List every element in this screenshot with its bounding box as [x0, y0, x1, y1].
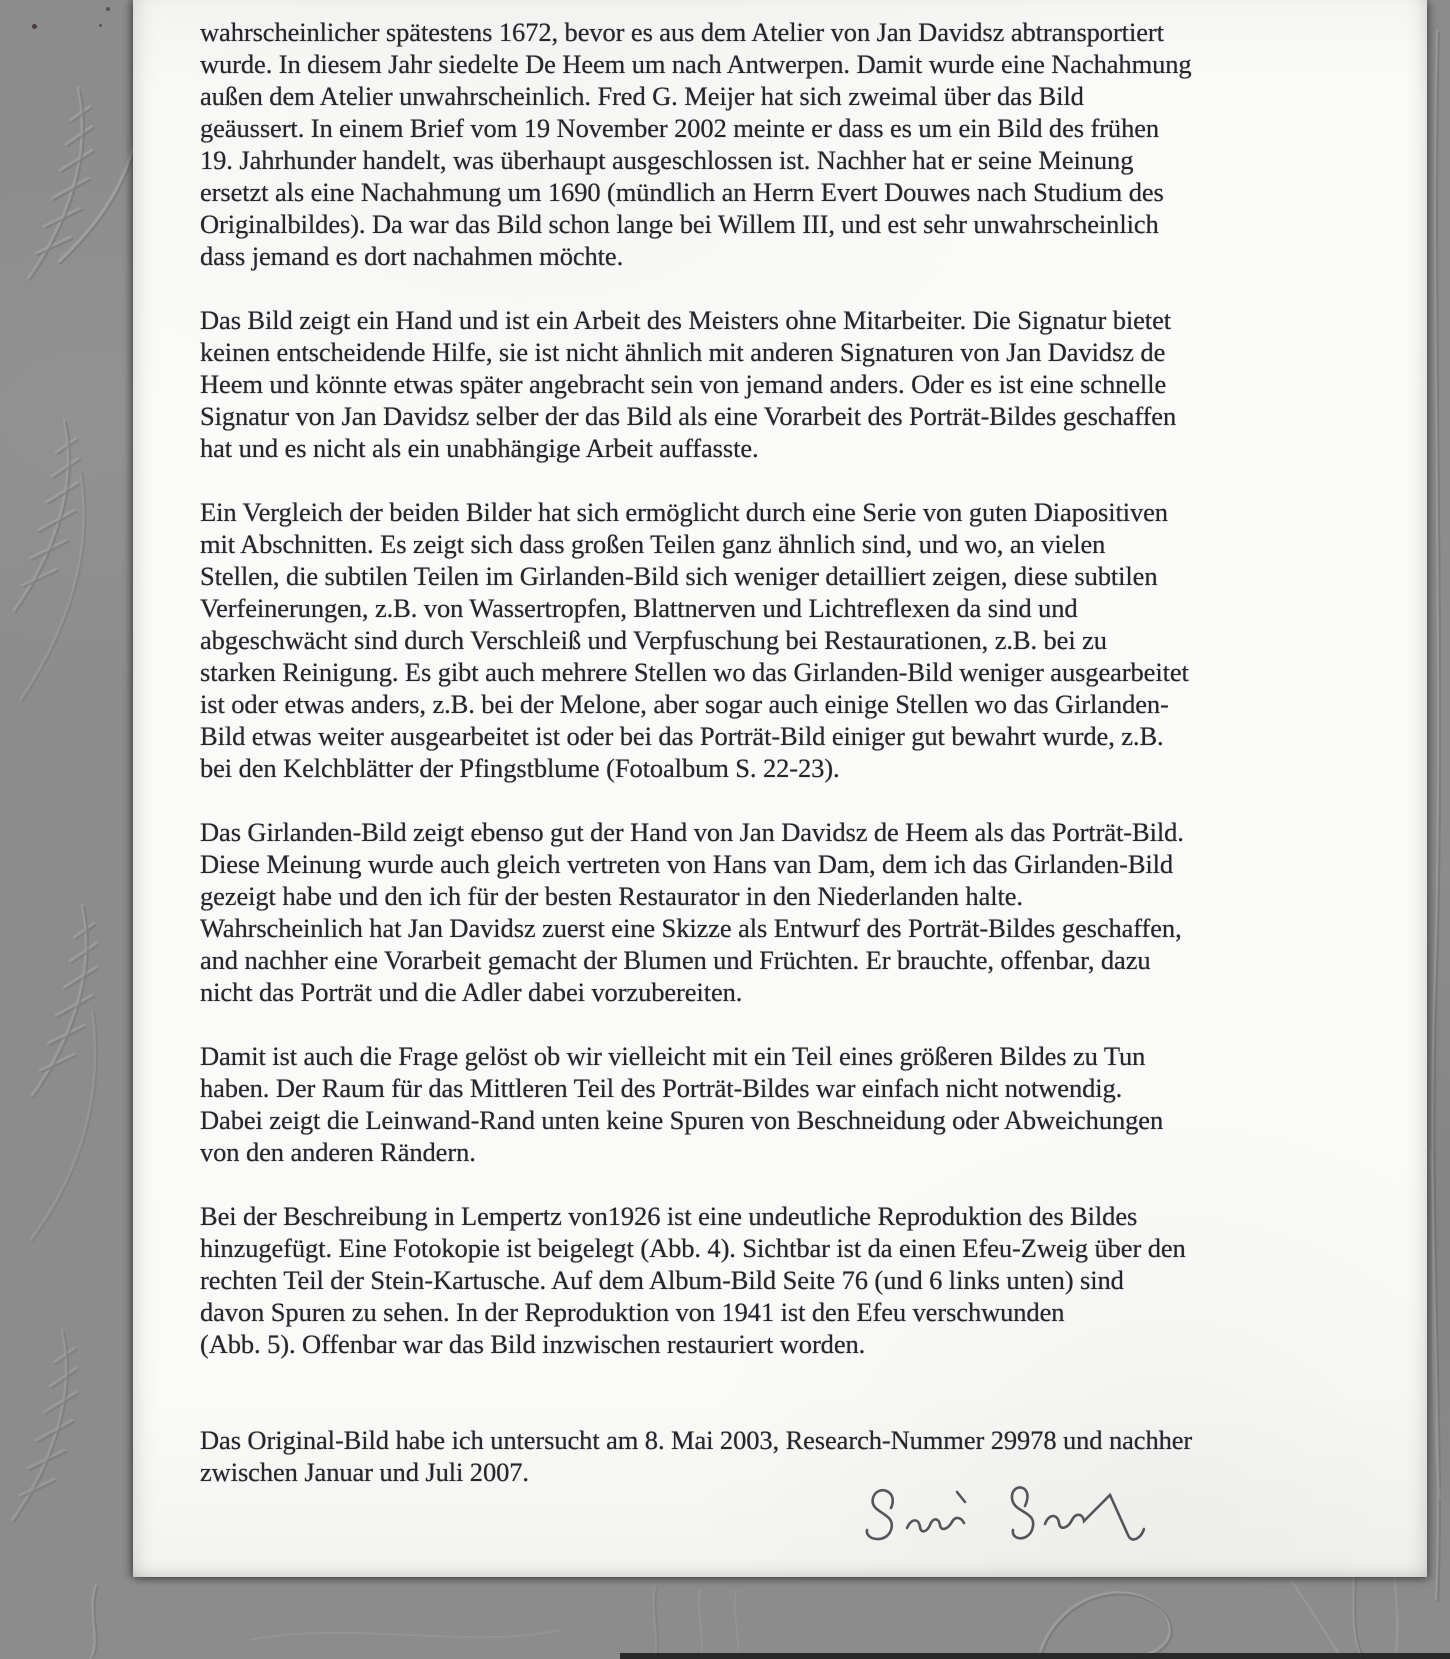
- paragraph: [200, 816, 1266, 1008]
- text-line: haben. Der Raum für das Mittleren Teil des Porträt-Bildes war einfach nicht notwendig.: [200, 1073, 1123, 1103]
- text-line: zwischen Januar und Juli 2007.: [200, 1457, 529, 1487]
- text-line: Signatur von Jan Davidsz selber der das Bild als eine Vorarbeit des Porträt-Bildes geschaffen: [200, 401, 1177, 431]
- text-line: Verfeinerungen, z.B. von Wassertropfen, Blattnerven und Lichtreflexen da sind und: [200, 593, 1078, 623]
- handwritten-signature-sam-segal: [845, 1472, 1145, 1562]
- text-line: (Abb. 5). Offenbar war das Bild inzwischen restauriert worden.: [200, 1329, 866, 1359]
- scan-speck: [99, 24, 102, 27]
- text-line: davon Spuren zu sehen. In der Reproduktion von 1941 ist den Efeu verschwunden: [200, 1297, 1065, 1327]
- text-line: rechten Teil der Stein-Kartusche. Auf dem Album-Bild Seite 76 (und 6 links unten) sind: [200, 1265, 1124, 1295]
- text-line: Ein Vergleich der beiden Bilder hat sich ermöglicht durch eine Serie von guten Diapositiven: [200, 497, 1168, 527]
- text-line: wurde. In diesem Jahr siedelte De Heem um nach Antwerpen. Damit wurde eine Nachahmung: [200, 49, 1192, 79]
- paragraph: [200, 496, 1266, 784]
- paragraph: [200, 304, 1266, 464]
- text-line: geäussert. In einem Brief vom 19 November 2002 meinte er dass es um ein Bild des frühen: [200, 113, 1160, 143]
- document-body: [200, 16, 1266, 1520]
- paragraph: [200, 1200, 1266, 1360]
- text-line: Heem und könnte etwas später angebracht sein von jemand anders. Oder es ist eine schnelle: [200, 369, 1167, 399]
- text-line: außen dem Atelier unwahrscheinlich. Fred G. Meijer hat sich zweimal über das Bild: [200, 81, 1084, 111]
- text-line: keinen entscheidende Hilfe, sie ist nicht ähnlich mit anderen Signaturen von Jan Davidsz de: [200, 337, 1166, 367]
- text-line: Das Girlanden-Bild zeigt ebenso gut der Hand von Jan Davidsz de Heem als das Porträt-Bild.: [200, 817, 1184, 847]
- text-line: hinzugefügt. Eine Fotokopie ist beigelegt (Abb. 4). Sichtbar ist da einen Efeu-Zweig über den: [200, 1233, 1186, 1263]
- text-line: Damit ist auch die Frage gelöst ob wir vielleicht mit ein Teil eines größeren Bildes zu Tun: [200, 1041, 1146, 1071]
- text-line: gezeigt habe und den ich für der besten Restaurator in den Niederlanden halte.: [200, 881, 1023, 911]
- text-line: ist oder etwas anders, z.B. bei der Melone, aber sogar auch einige Stellen wo das Girlanden-: [200, 689, 1169, 719]
- text-line: and nachher eine Vorarbeit gemacht der Blumen und Früchten. Er brauchte, offenbar, dazu: [200, 945, 1151, 975]
- text-line: Das Original-Bild habe ich untersucht am 8. Mai 2003, Research-Nummer 29978 und nachher: [200, 1425, 1193, 1455]
- text-line: Bild etwas weiter ausgearbeitet ist oder bei das Porträt-Bild einiger gut bewahrt wurde, z.B.: [200, 721, 1164, 751]
- text-line: mit Abschnitten. Es zeigt sich dass großen Teilen ganz ähnlich sind, und wo, an vielen: [200, 529, 1106, 559]
- text-line: Bei der Beschreibung in Lempertz von1926 ist eine undeutliche Reproduktion des Bildes: [200, 1201, 1138, 1231]
- text-line: nicht das Porträt und die Adler dabei vorzubereiten.: [200, 977, 743, 1007]
- text-line: Diese Meinung wurde auch gleich vertreten von Hans van Dam, dem ich das Girlanden-Bild: [200, 849, 1174, 879]
- text-line: Dabei zeigt die Leinwand-Rand unten keine Spuren von Beschneidung oder Abweichungen: [200, 1105, 1164, 1135]
- text-line: ersetzt als eine Nachahmung um 1690 (mündlich an Herrn Evert Douwes nach Studium des: [200, 177, 1164, 207]
- scan-edge-line: [620, 1653, 1450, 1659]
- text-line: Stellen, die subtilen Teilen im Girlanden-Bild sich weniger detailliert zeigen, diese subtilen: [200, 561, 1158, 591]
- scan-speck: [32, 24, 37, 29]
- text-line: dass jemand es dort nachahmen möchte.: [200, 241, 624, 271]
- text-line: Originalbildes). Da war das Bild schon lange bei Willem III, und est sehr unwahrscheinlich: [200, 209, 1159, 239]
- text-line: starken Reinigung. Es gibt auch mehrere Stellen wo das Girlanden-Bild weniger ausgearbeitet: [200, 657, 1189, 687]
- paragraph: [200, 1040, 1266, 1168]
- text-line: Das Bild zeigt ein Hand und ist ein Arbeit des Meisters ohne Mitarbeiter. Die Signatur bietet: [200, 305, 1171, 335]
- text-line: wahrscheinlicher spätestens 1672, bevor es aus dem Atelier von Jan Davidsz abtransportiert: [200, 17, 1164, 47]
- text-line: von den anderen Rändern.: [200, 1137, 476, 1167]
- scan-speck: [106, 7, 110, 11]
- text-line: abgeschwächt sind durch Verschleiß und Verpfuschung bei Restaurationen, z.B. bei zu: [200, 625, 1107, 655]
- paper-page: [133, 0, 1427, 1577]
- text-line: 19. Jahrhunder handelt, was überhaupt ausgeschlossen ist. Nachher hat er seine Meinung: [200, 145, 1134, 175]
- text-line: Wahrscheinlich hat Jan Davidsz zuerst eine Skizze als Entwurf des Porträt-Bildes geschaffen,: [200, 913, 1182, 943]
- text-line: bei den Kelchblätter der Pfingstblume (Fotoalbum S. 22-23).: [200, 753, 840, 783]
- paragraph: [200, 16, 1266, 272]
- text-line: hat und es nicht als ein unabhängige Arbeit auffasste.: [200, 433, 759, 463]
